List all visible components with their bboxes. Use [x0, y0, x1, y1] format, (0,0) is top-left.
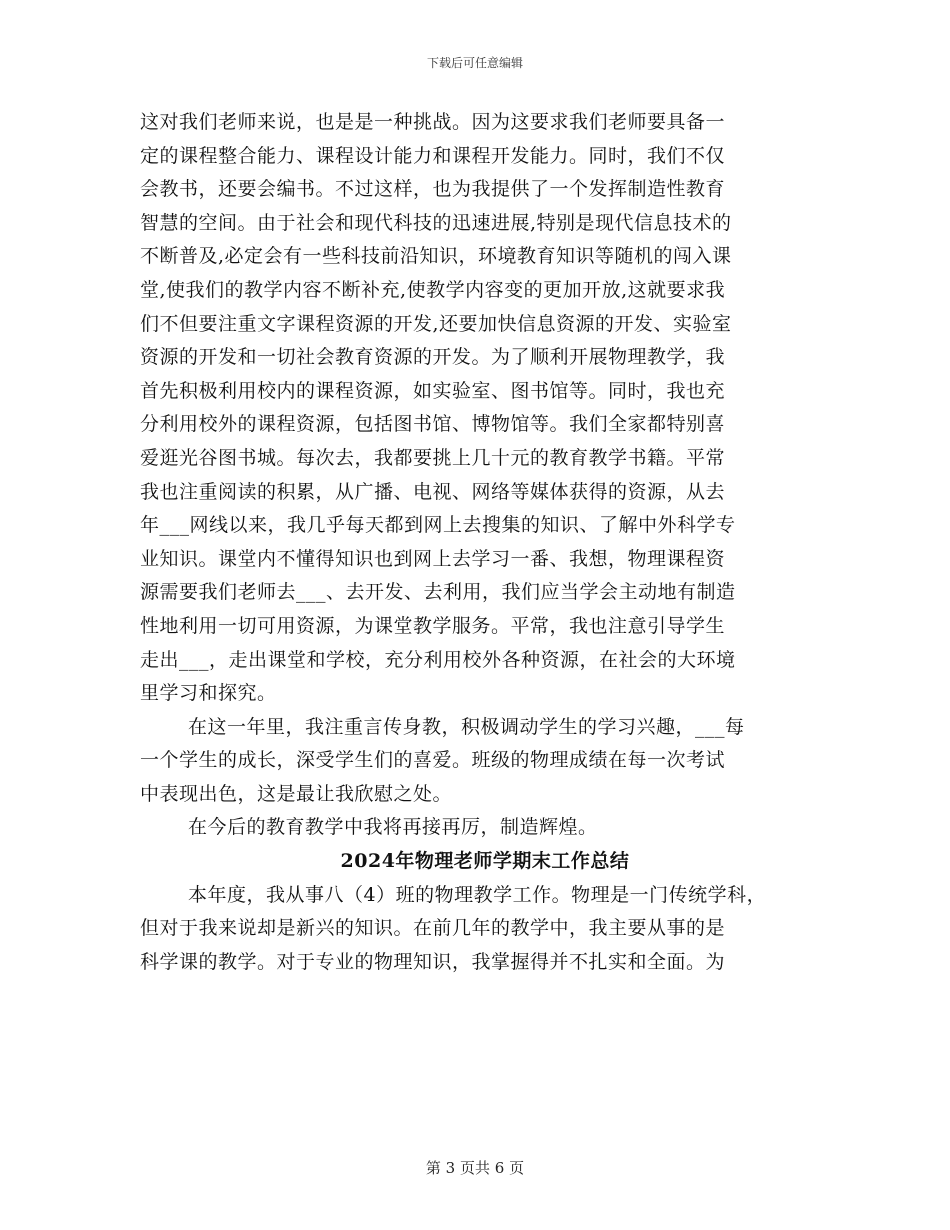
paragraph-line: 年___网线以来，我几乎每天都到网上去搜集的知识、了解中外科学专 [140, 514, 736, 537]
paragraph-line: 性地利用一切可用资源，为课堂教学服务。平常，我也注意引导学生 [140, 614, 726, 637]
paragraph-line: 不断普及,必定会有一些科技前沿知识，环境教育知识等随机的闯入课 [140, 245, 732, 268]
paragraph-line: 我也注重阅读的积累，从广播、电视、网络等媒体获得的资源，从去 [140, 480, 726, 503]
paragraph-line: 智慧的空间。由于社会和现代科技的迅速进展,特别是现代信息技术的 [140, 211, 732, 234]
paragraph-line: 分利用校外的课程资源，包括图书馆、博物馆等。我们全家都特别喜 [140, 413, 726, 436]
paragraph-line: 定的课程整合能力、课程设计能力和课程开发能力。同时，我们不仅 [140, 144, 726, 167]
paragraph-line: 但对于我来说却是新兴的知识。在前几年的教学中，我主要从事的是 [140, 917, 726, 940]
paragraph-line: 一个学生的成长，深受学生们的喜爱。班级的物理成绩在每一次考试 [140, 749, 726, 772]
page-footer: 第 3 页共 6 页 [425, 1159, 525, 1177]
paragraph-line: 中表现出色，这是最让我欣慰之处。 [140, 782, 453, 805]
section-title: 2024年物理老师学期末工作总结 [340, 850, 630, 873]
paragraph-line: 走出___，走出课堂和学校，充分利用校外各种资源，在社会的大环境 [140, 648, 736, 671]
paragraph-line: 们不但要注重文字课程资源的开发,还要加快信息资源的开发、实验室 [140, 312, 732, 335]
document-body [140, 106, 830, 979]
paragraph-line: 爱逛光谷图书城。每次去，我都要挑上几十元的教育教学书籍。平常 [140, 446, 726, 469]
page-header: 下载后可任意编辑 [426, 56, 523, 70]
paragraph-line: 堂,使我们的教学内容不断补充,使教学内容变的更加开放,这就要求我 [140, 278, 726, 301]
paragraph-line: 会教书，还要会编书。不过这样，也为我提供了一个发挥制造性教育 [140, 178, 726, 201]
paragraph-line: 这对我们老师来说，也是是一种挑战。因为这要求我们老师要具备一 [140, 111, 726, 133]
paragraph-line: 在这一年里，我注重言传身教，积极调动学生的学习兴趣，___每 [188, 715, 745, 738]
paragraph-line: 源需要我们老师去___、去开发、去利用，我们应当学会主动地有制造 [140, 581, 736, 604]
paragraph-line: 里学习和探究。 [140, 682, 277, 705]
paragraph-line: 资源的开发和一切社会教育资源的开发。为了顺利开展物理教学，我 [140, 346, 726, 369]
paragraph-line: 本年度，我从事八（4）班的物理教学工作。物理是一门传统学科， [188, 883, 767, 906]
paragraph-line: 业知识。课堂内不懂得知识也到网上去学习一番、我想，物理课程资 [140, 547, 726, 570]
paragraph-line: 在今后的教育教学中我将再接再厉，制造辉煌。 [188, 816, 598, 839]
paragraph-line: 首先积极利用校内的课程资源，如实验室、图书馆等。同时，我也充 [140, 379, 726, 402]
paragraph-line: 科学课的教学。对于专业的物理知识，我掌握得并不扎实和全面。为 [140, 950, 726, 973]
